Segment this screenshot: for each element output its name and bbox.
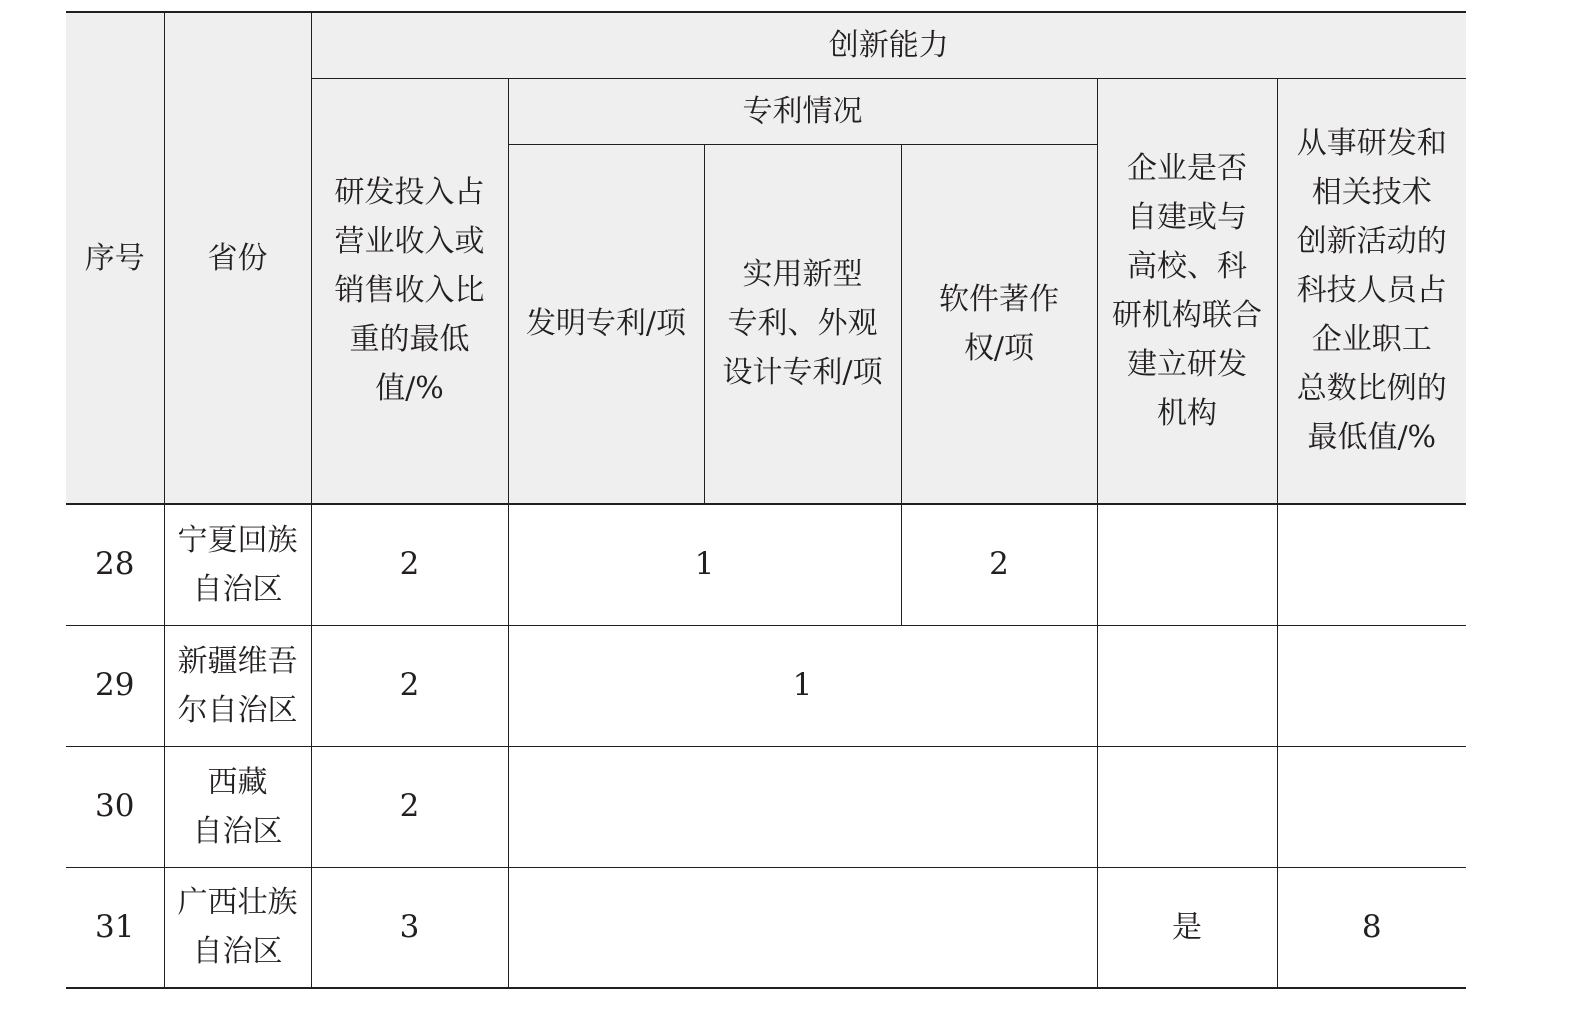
row-province: 广西壮族 自治区 [164, 867, 311, 988]
row-province: 宁夏回族 自治区 [164, 504, 311, 625]
row-patents-all [508, 746, 1097, 867]
row-index: 29 [66, 625, 164, 746]
header-staff-ratio: 从事研发和 相关技术 创新活动的 科技人员占 企业职工 总数比例的 最低值/% [1277, 78, 1466, 504]
innovation-requirements-table [66, 11, 1466, 989]
table-row [66, 504, 1466, 625]
row-software: 2 [901, 504, 1097, 625]
header-index: 序号 [66, 12, 164, 504]
table-row [66, 746, 1466, 867]
row-staff-ratio [1277, 504, 1466, 625]
row-staff-ratio: 8 [1277, 867, 1466, 988]
row-patents-all [508, 867, 1097, 988]
row-rd-ratio: 2 [311, 504, 508, 625]
header-rd-institution: 企业是否 自建或与 高校、科 研机构联合 建立研发 机构 [1097, 78, 1277, 504]
row-rd-ratio: 2 [311, 625, 508, 746]
header-utility-design-patents: 实用新型 专利、外观 设计专利/项 [704, 144, 901, 504]
row-patents-merged: 1 [508, 504, 901, 625]
header-province: 省份 [164, 12, 311, 504]
table-row [66, 625, 1466, 746]
row-rd-ratio: 2 [311, 746, 508, 867]
row-rd-institution [1097, 504, 1277, 625]
table-row [66, 867, 1466, 988]
header-invention-patents: 发明专利/项 [508, 144, 704, 504]
row-rd-institution [1097, 746, 1277, 867]
header-rd-ratio: 研发投入占 营业收入或 销售收入比 重的最低 值/% [311, 78, 508, 504]
row-rd-institution: 是 [1097, 867, 1277, 988]
row-index: 28 [66, 504, 164, 625]
row-index: 30 [66, 746, 164, 867]
header-software-copyright: 软件著作 权/项 [901, 144, 1097, 504]
row-rd-ratio: 3 [311, 867, 508, 988]
header-patents: 专利情况 [508, 78, 1097, 144]
row-staff-ratio [1277, 625, 1466, 746]
header-innovation: 创新能力 [311, 12, 1466, 78]
row-province: 新疆维吾 尔自治区 [164, 625, 311, 746]
row-staff-ratio [1277, 746, 1466, 867]
row-rd-institution [1097, 625, 1277, 746]
row-province: 西藏 自治区 [164, 746, 311, 867]
row-index: 31 [66, 867, 164, 988]
row-patents-all: 1 [508, 625, 1097, 746]
